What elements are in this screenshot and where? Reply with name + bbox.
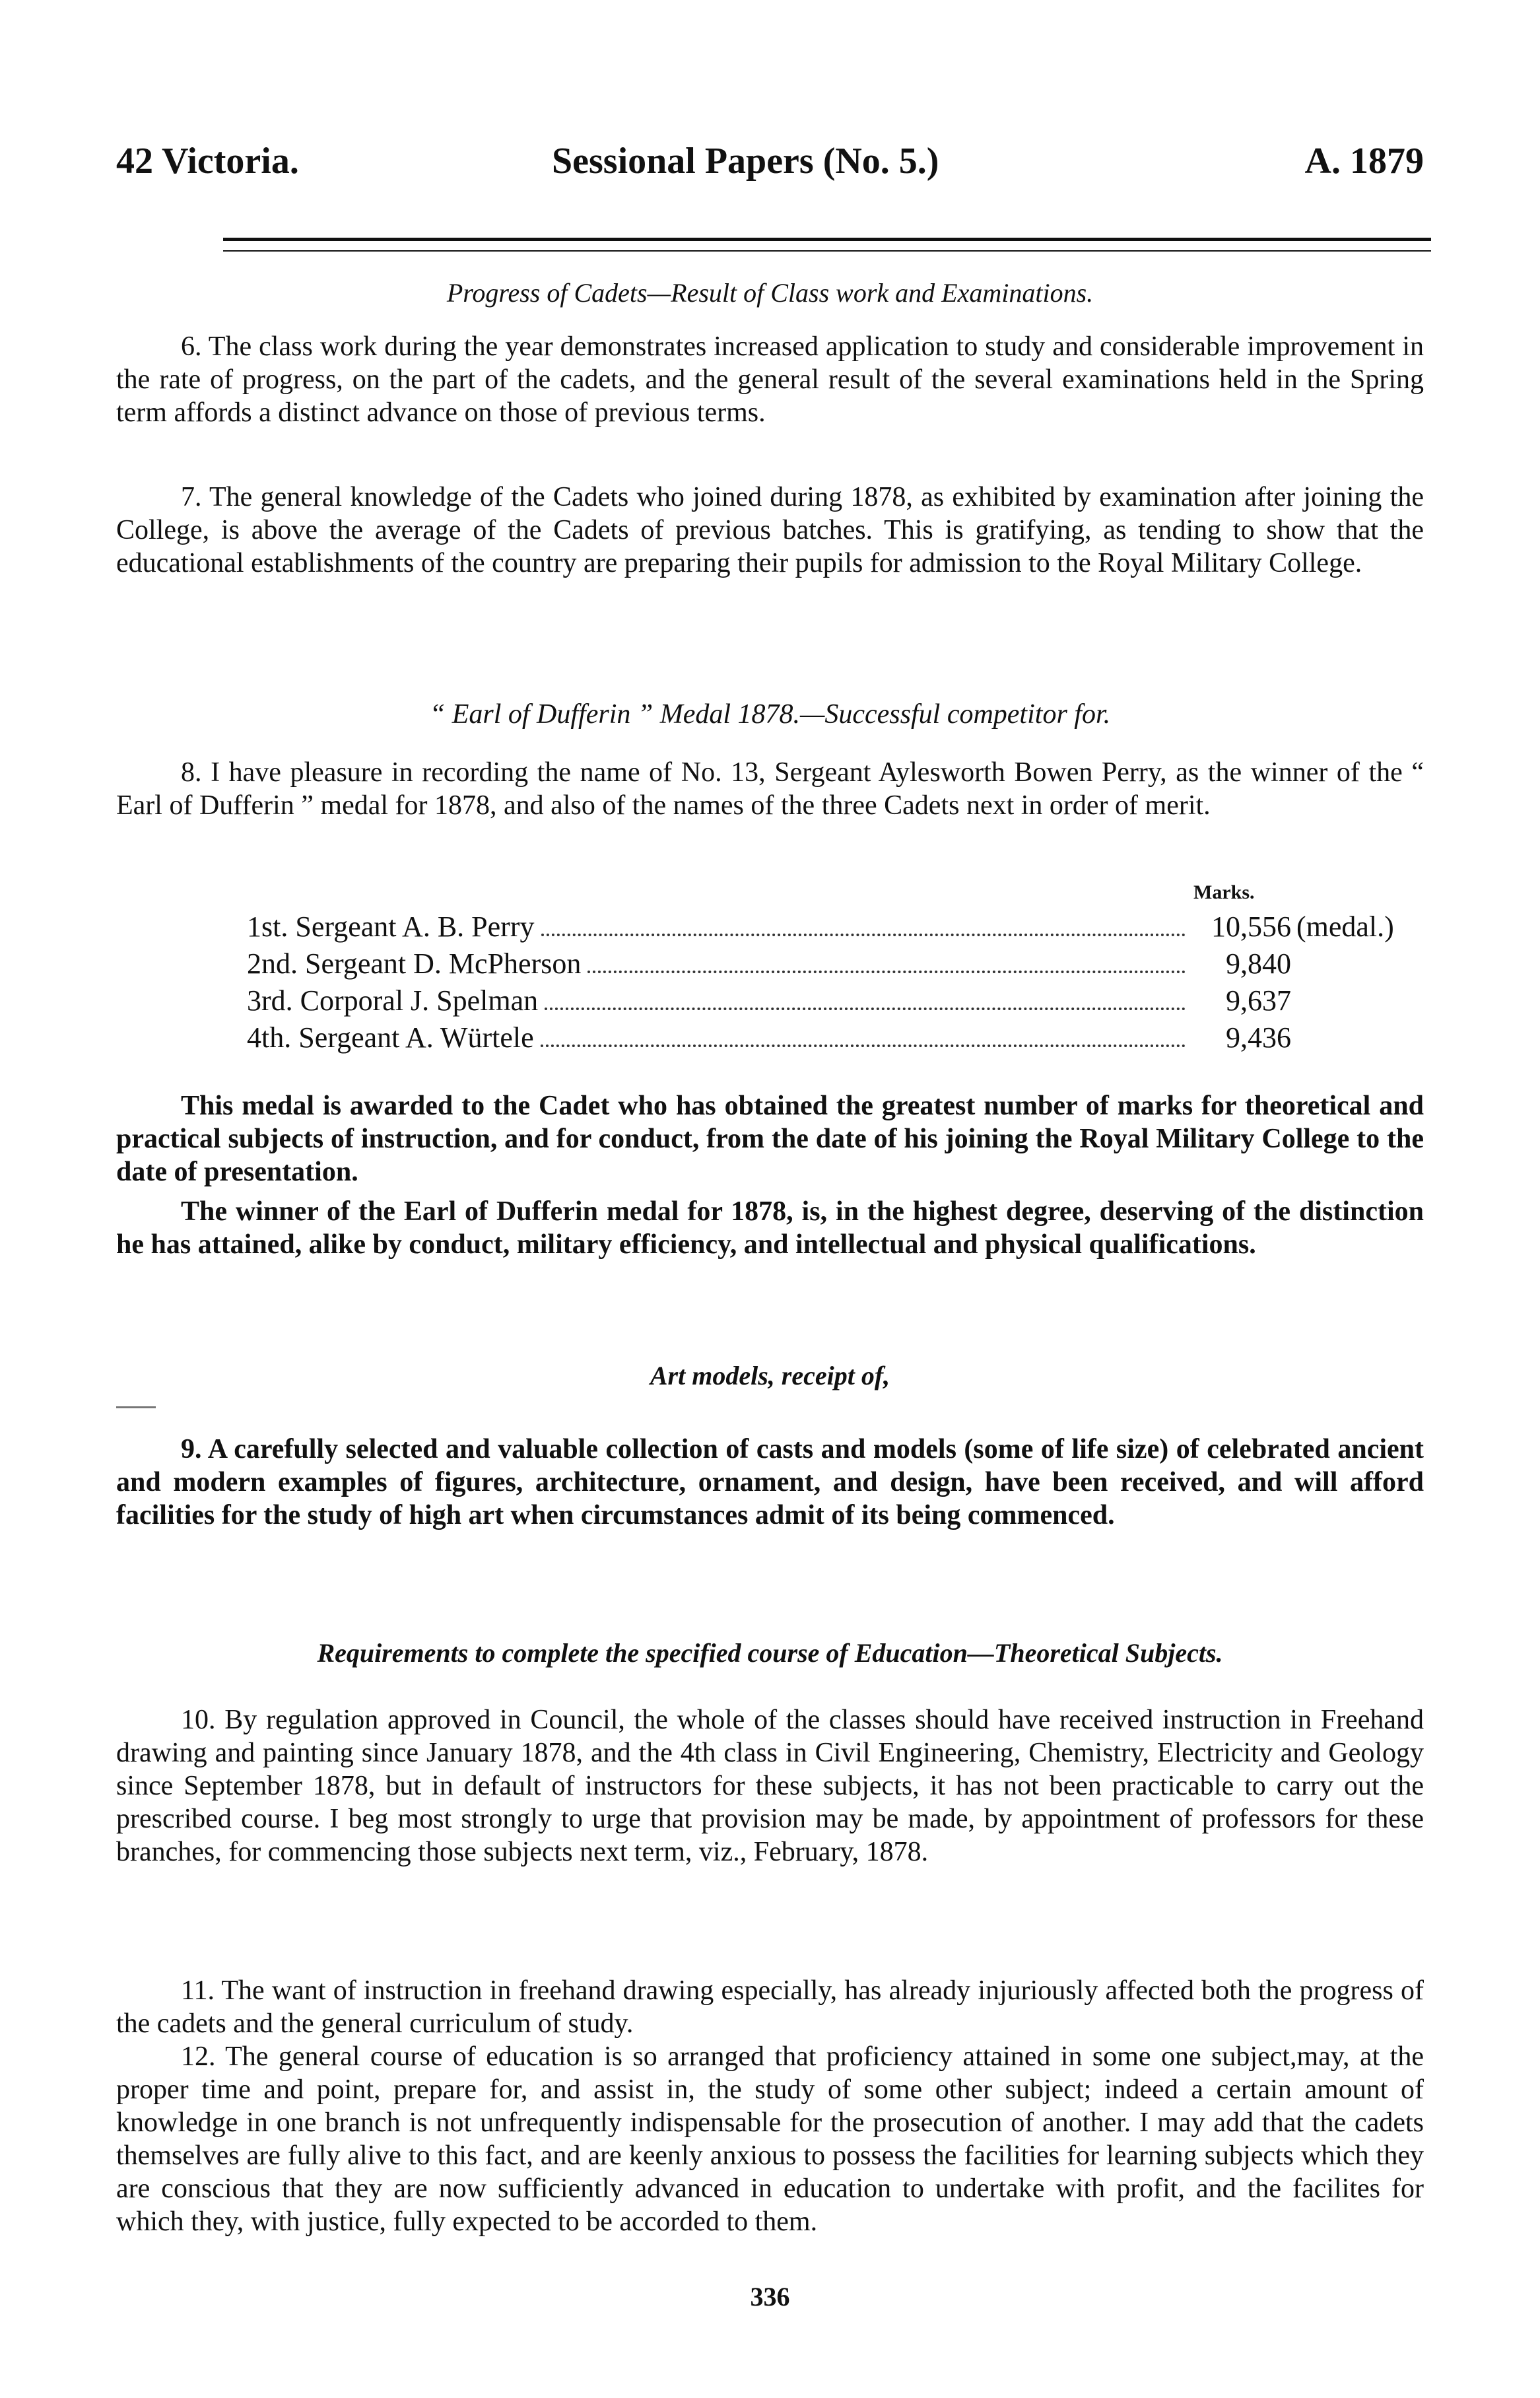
page-number: 336 [750,2282,790,2312]
cadet-name: 4th. Sergeant A. Würtele [247,1021,534,1054]
header-year: A. 1879 [1304,141,1424,182]
art-heading: Art models, receipt of, [650,1361,890,1390]
progress-heading: Progress of Cadets—Result of Class work and Examinations. [446,278,1094,308]
paragraph-8: 8. I have pleasure in recording the name of No. 13, Sergeant Aylesworth Bowen Perry, as the winner of the “ Earl of Dufferin ” medal for 1878, and also of the names of the three Cadets next in order of merit. [116,757,1424,821]
medal-winner-note: The winner of the Earl of Dufferin medal for 1878, is, in the highest degree, deserving of the distinction he has attained, alike by conduct, military efficiency, and intellectual and physical qualifications. [116,1196,1424,1260]
marks-table [247,910,1448,1058]
header-title: Sessional Papers (No. 5.) [552,141,939,182]
leader-dots [541,916,1186,936]
header-session: 42 Victoria. [116,141,299,182]
paragraph-12: 12. The general course of education is so arranged that proficiency attained in some one subject,may, at the proper time and point, prepare for, and assist in, the study of some other subject; indeed a certain amount of knowledge in one branch is not unfrequently indispensable for the prosecution of another. I may add that the cadets themselves are fully alive to this fact, and are keenly anxious to possess the facilities for learning subjects which they are conscious that they are now sufficiently advanced in education to undertake with profit, and the facilites for which they, with justice, fully expected to be accorded to them. [116,2041,1424,2237]
requirements-heading: Requirements to complete the specified course of Education—Theoretical Subjects. [317,1638,1223,1668]
paragraph-6: 6. The class work during the year demonstrates increased application to study and considerable improvement in the rate of progress, on the part of the cadets, and the general result of the several examinations held in the Spring term affords a distinct advance on those of previous terms. [116,331,1424,428]
paragraph-10: 10. By regulation approved in Council, the whole of the classes should have received instruction in Freehand drawing and painting since January 1878, and the 4th class in Civil Engineering, Chemistry, Electricity and Geology since September 1878, but in default of instructors for these subjects, it has not been practicable to carry out the prescribed course. I beg most strongly to urge that provision may be made, by appointment of professors for these branches, for commencing those subjects next term, viz., February, 1878. [116,1705,1424,1867]
leader-dots [545,990,1186,1010]
cadet-marks: 9,840 [1226,947,1291,980]
cadet-marks: 10,556 [1211,910,1291,943]
marks-note: (medal.) [1296,910,1394,943]
marks-column-label: Marks. [1193,881,1255,903]
scan-mark [116,1406,156,1408]
medal-description: This medal is awarded to the Cadet who has obtained the greatest number of marks for theoretical and practical subjects of instruction, and for conduct, from the date of his joining the Royal Military College to the date of presentation. [116,1091,1424,1187]
paragraph-7: 7. The general knowledge of the Cadets who joined during 1878, as exhibited by examination after joining the College, is above the average of the Cadets of previous batches. This is gratifying, as tending to show that the educational establishments of the country are preparing their pupils for admission to the Royal Military College. [116,482,1424,578]
cadet-name: 3rd. Corporal J. Spelman [247,984,539,1017]
cadet-name: 2nd. Sergeant D. McPherson [247,947,582,980]
marks-row [247,1021,1448,1058]
header-rule [223,238,1431,252]
cadet-marks: 9,436 [1226,1021,1291,1054]
marks-row [247,984,1448,1021]
marks-row [247,947,1448,984]
marks-row [247,910,1448,947]
leader-dots [587,953,1186,973]
medal-heading: “ Earl of Dufferin ” Medal 1878.—Successful competitor for. [429,699,1111,730]
cadet-marks: 9,637 [1226,984,1291,1017]
page-header [116,140,1424,193]
paragraph-9: 9. A carefully selected and valuable collection of casts and models (some of life size) of celebrated ancient and modern examples of figures, architecture, ornament, and design, have been received, and will afford facilities for the study of high art when circumstances admit of its being commenced. [116,1434,1424,1530]
leader-dots [541,1027,1186,1047]
cadet-name: 1st. Sergeant A. B. Perry [247,910,535,943]
paragraph-11: 11. The want of instruction in freehand drawing especially, has already injuriously affected both the progress of the cadets and the general curriculum of study. [116,1975,1424,2039]
